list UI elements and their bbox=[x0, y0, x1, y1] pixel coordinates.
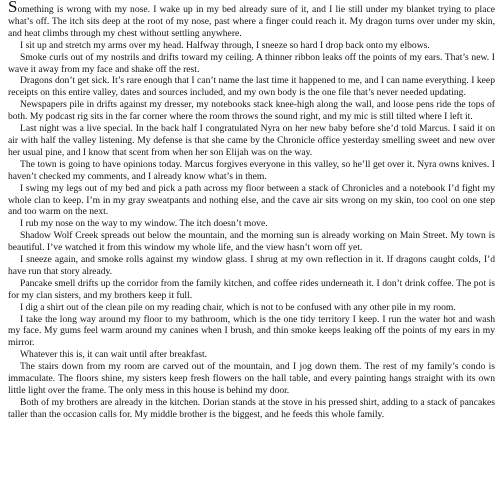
drop-cap: S bbox=[8, 0, 18, 16]
paragraph-2: I sit up and stretch my arms over my head. Halfway through, I sneeze so hard I drop back onto my elbows. bbox=[20, 39, 430, 51]
paragraph-11: I sneeze again, and smoke rolls against my window glass. I shrug at my own reflection in it. If dragons caught colds, I’d have run that story already. bbox=[8, 254, 495, 277]
paragraph-6: Last night was a live special. In the back half I congratulated Nyra on her new baby before she’d told Marcus. I said it on air with half the valley listening. My defense is that she came by the Chronicle office yesterday smelling sweet and new over her usual pine, and I know that scent from when her son Elijah was on the way. bbox=[8, 123, 495, 158]
paragraph-8: I swing my legs out of my bed and pick a path across my floor between a stack of Chronicles and a notebook I’d fight my whole clan to keep. I’m in my gray sweatpants and nothing else, and the cave air sits wrong on my skin, too cool on one step and too warm on the next. bbox=[8, 182, 495, 218]
paragraph-9: I rub my nose on the way to my window. The itch doesn’t move. bbox=[20, 218, 268, 230]
paragraph-3: Smoke curls out of my nostrils and drifts toward my ceiling. A thinner ribbon leaks off the points of my ears. That’s new. I wave it away from my face and shake off the rest. bbox=[8, 51, 495, 75]
paragraph-17: Both of my brothers are already in the kitchen. Dorian stands at the stove in his pressed shirt, adding to a stack of pancakes taller than the occasion calls for. My middle brother is the biggest, and he feeds this whole family. bbox=[8, 396, 495, 420]
paragraph-1-text: omething is wrong with my nose. I wake up in my bed already sure of it, and I lie still under my blanket trying to place what’s off. The itch sits deep at the root of my nose, past where a finger could reach it. My dragon turns over under my skin, and heat climbs through my chest without settling anywhere. bbox=[8, 4, 495, 39]
paragraph-16: The stairs down from my room are carved out of the mountain, and I jog down them. The rest of my family’s condo is immaculate. The floors shine, my sisters keep fresh flowers on the hall table, and every painting hangs straight with its own little light over the frame. The only mess in this house is behind my door. bbox=[8, 361, 495, 396]
paragraph-1 bbox=[8, 2, 495, 40]
paragraph-13: I dig a shirt out of the clean pile on my reading chair, which is not to be confused with any other pile in my room. bbox=[20, 301, 456, 313]
paragraph-7: The town is going to have opinions today. Marcus forgives everyone in this valley, so he’ll get over it. Nyra owns knives. I haven’t checked my comments, and I already know what’s in them. bbox=[8, 158, 495, 182]
paragraph-10: Shadow Wolf Creek spreads out below the mountain, and the morning sun is already working on Main Street. My town is beautiful. I’ve watched it from this window my whole life, and the view hasn’t worn off yet. bbox=[8, 230, 495, 254]
paragraph-15: Whatever this is, it can wait until after breakfast. bbox=[20, 349, 208, 361]
paragraph-4: Dragons don’t get sick. It’s rare enough that I can’t name the last time it happened to me, and I can name everything. I keep receipts on this entire valley, dates and sources included, and my own body is the one file that’s never needed updating. bbox=[8, 75, 495, 99]
paragraph-12: Pancake smell drifts up the corridor from the family kitchen, and coffee rides underneath it. I don’t drink coffee. The pot is for my clan sisters, and my brothers keep it full. bbox=[8, 277, 495, 301]
paragraph-5: Newspapers pile in drifts against my dresser, my notebooks stack knee-high along the wall, and loose pens ride the tops of both. My podcast rig sits in the far corner where the room throws the sound right, and my mic is still tilted where I left it. bbox=[8, 99, 495, 123]
paragraph-14: I take the long way around my floor to my bathroom, which is the one tidy territory I keep. I run the water hot and wash my face. My gums feel warm around my canines when I brush, and thin smoke keeps leaking off the points of my ears in my mirror. bbox=[8, 313, 495, 349]
